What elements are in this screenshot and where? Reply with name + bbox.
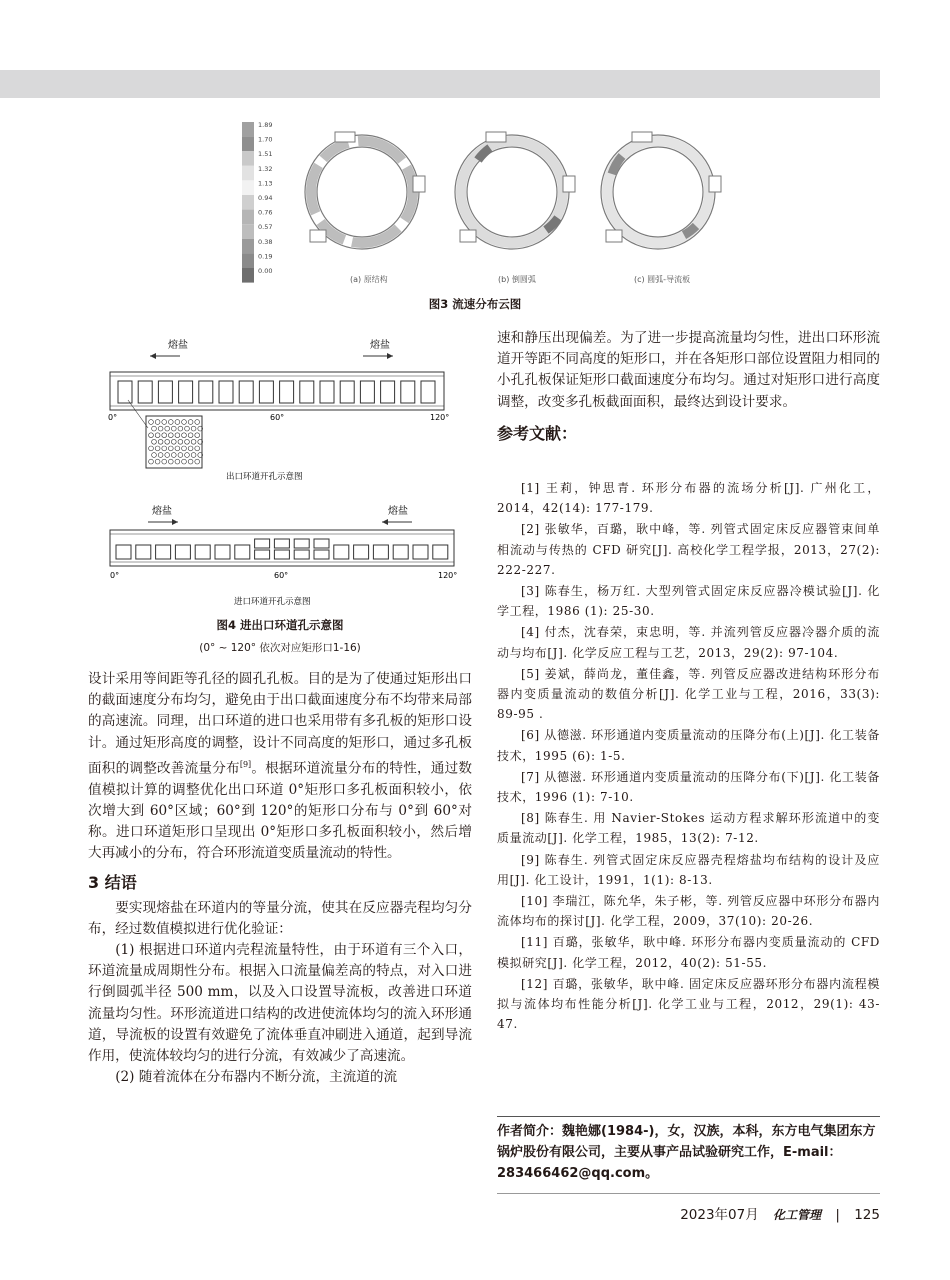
plate-hole — [182, 459, 187, 464]
plate-hole — [178, 439, 183, 444]
legend-value: 0.38 — [258, 237, 273, 246]
inlet-rect-lower — [314, 550, 329, 559]
reference-item: [6] 从德滋. 环形通道内变质量流动的压降分布(上)[J]. 化工装备技术，1995 (6): 1-5. — [497, 728, 880, 763]
inlet-title: 进口环道开孔示意图 — [234, 597, 311, 607]
inlet-rect — [156, 545, 171, 559]
plate-hole — [182, 420, 187, 425]
plate-hole — [149, 446, 154, 451]
plate-hole — [155, 420, 160, 425]
legend-value: 0.00 — [258, 267, 273, 275]
plate-hole — [185, 439, 190, 444]
reference-item: [7] 从德滋. 环形通道内变质量流动的压降分布(下)[J]. 化工装备技术，1996 (1): 7-10. — [497, 769, 880, 805]
page-footer — [666, 1203, 880, 1223]
inlet-angle-60: 60° — [274, 571, 289, 580]
inlet-rect — [215, 545, 230, 559]
legend-value: 1.89 — [258, 121, 273, 129]
figure3-legend — [242, 121, 272, 283]
outlet-rect — [381, 381, 395, 403]
outlet-rect — [259, 381, 273, 403]
legend-swatch — [242, 137, 254, 152]
legend-swatch — [242, 210, 254, 225]
figure4-diagram — [108, 334, 460, 629]
plate-hole — [182, 446, 187, 451]
ring-arc-guide-plate — [601, 132, 721, 249]
plate-hole — [171, 439, 176, 444]
legend-swatch — [242, 195, 254, 210]
legend-swatch — [242, 166, 254, 181]
plate-hole — [188, 459, 193, 464]
left-column — [88, 669, 472, 1088]
inlet-rect-lower — [294, 550, 309, 559]
plate-hole — [162, 459, 167, 464]
inlet-rect-lower — [274, 550, 289, 559]
reference-item: [3] 陈春生，杨万红. 大型列管式固定床反应器冷模试验[J]. 化学工程，1986 (1): 25-30. — [497, 584, 880, 619]
inlet-rect-upper — [314, 539, 329, 548]
plate-hole — [168, 459, 173, 464]
inlet-rect-lower — [255, 550, 270, 559]
outlet-rect — [320, 381, 334, 403]
inlet-salt-left: 熔盐 — [152, 506, 172, 517]
legend-value: 1.51 — [258, 150, 273, 159]
reference-item: [11] 百璐，张敏华，耿中峰. 环形分布器内变质量流动的 CFD 模拟研究[J]. 化学工程，2012，40(2): 51-55. — [497, 935, 880, 970]
left-paragraph-1: 设计采用等间距等孔径的圆孔孔板。目的是为了使通过矩形出口的截面速度分布均匀，避免由于出口截面速度分布不均带来局部的高速流。同理，出口环道的进口也采用带有多孔板的矩形口设计。通过矩形高度的调整，设计不同高度的矩形口，通过多孔板面积的调整改善流量分布 — [88, 671, 472, 777]
plate-hole — [188, 446, 193, 451]
plate-hole — [182, 433, 187, 438]
outlet-rect — [300, 381, 314, 403]
outlet-salt-right: 熔盐 — [370, 340, 390, 351]
plate-hole — [178, 426, 183, 431]
inlet-rect — [116, 545, 131, 559]
inlet-rect-upper — [274, 539, 289, 548]
plate-hole — [171, 426, 176, 431]
legend-value: 1.32 — [258, 164, 273, 173]
plate-hole — [185, 453, 190, 458]
legend-swatch — [242, 224, 254, 239]
inlet-angle-120: 120° — [438, 571, 458, 580]
plate-hole — [165, 453, 170, 458]
figure4-subcaption: (0° ~ 120° 依次对应矩形口1-16) — [199, 642, 361, 654]
header-band — [0, 70, 880, 98]
plate-hole — [188, 420, 193, 425]
outlet-salt-left: 熔盐 — [168, 340, 188, 351]
plate-hole — [195, 433, 200, 438]
legend-swatch — [242, 253, 254, 268]
outlet-rect-openings — [118, 381, 435, 403]
legend-swatch — [242, 239, 254, 254]
reference-item: [4] 付杰，沈春荣，束忠明，等. 并流列管反应器冷器介质的流动与均布[J]. 化学反应工程与工艺，2013，29(2): 97-104. — [497, 625, 880, 660]
reference-item: [2] 张敏华，百璐，耿中峰，等. 列管式固定床反应器管束间单相流动与传热的 CFD 研究[J]. 高校化学工程学报，2013，27(2): 222-227. — [497, 522, 880, 577]
plate-hole — [165, 439, 170, 444]
plate-hole — [149, 420, 154, 425]
reference-item: [9] 陈春生. 列管式固定床反应器壳程熔盐均布结构的设计及应用[J]. 化工设计，1991，1(1): 8-13. — [497, 852, 880, 887]
inlet-rect — [433, 545, 448, 559]
inlet-rect — [195, 545, 210, 559]
ring-rounded-arc — [455, 132, 575, 249]
inlet-angle-0: 0° — [110, 571, 120, 580]
panel-b-label: (b) 倒圆弧 — [498, 275, 536, 284]
legend-swatch — [242, 151, 254, 166]
outlet-rect — [360, 381, 374, 403]
left-paragraph-2: 要实现熔盐在环道内的等量分流，使其在反应器壳程均匀分布，经过数值模拟进行优化验证： — [88, 899, 472, 937]
reference-item: [5] 姜斌，薛尚龙，董佳鑫，等. 列管反应器改进结构环形分布器内变质量流动的数值分析[J]. 化学工业与工程，2016，33(3): 89-95 . — [497, 666, 880, 722]
plate-hole — [191, 439, 196, 444]
inlet-rect — [413, 545, 428, 559]
plate-hole — [168, 420, 173, 425]
left-paragraph-1-tail: 。根据环道流量分布的特性，通过数值模拟计算的调整优化出口环道 0°矩形口多孔板面积较小，依次增大到 60°区域；60°到 120°的矩形口分布与 0°到 60°对称。进口环道矩形口呈现出 0°矩形口多孔板面积较小，然后增大再减小的分布，符合环形流道变质量流动的特性。 — [88, 760, 473, 862]
plate-hole — [158, 439, 163, 444]
reference-item: [8] 陈春生. 用 Navier-Stokes 运动方程求解环形流道中的变质量流动[J]. 化学工程，1985，13(2): 7-12. — [497, 811, 880, 846]
plate-hole — [149, 459, 154, 464]
plate-hole — [195, 446, 200, 451]
plate-hole — [175, 433, 180, 438]
right-paragraph-1: 速和静压出现偏差。为了进一步提高流量均匀性，进出口环形流道开等距不同高度的矩形口，并在各矩形口部位设置阻力相同的小孔孔板保证矩形口截面速度分布均匀。通过对矩形口进行高度调整，改变多孔板截面面积，最终达到设计要求。 — [497, 330, 880, 410]
page-number: 125 — [854, 1207, 880, 1223]
inlet-rect — [175, 545, 190, 559]
right-column — [497, 328, 880, 448]
plate-hole — [155, 433, 160, 438]
reference-item: [10] 李瑞江，陈允华，朱子彬，等. 列管反应器中环形分布器内流体均布的探讨[J]. 化学工程，2009，37(10): 20-26. — [497, 894, 880, 929]
plate-hole — [191, 426, 196, 431]
plate-hole — [175, 420, 180, 425]
journal-logo: 化工管理 — [773, 1208, 822, 1222]
inlet-rect — [393, 545, 408, 559]
plate-hole — [175, 459, 180, 464]
footer-divider — [497, 1193, 880, 1194]
legend-value: 1.70 — [258, 135, 273, 144]
plate-hole — [149, 433, 154, 438]
outlet-rect — [158, 381, 172, 403]
ring-original — [305, 132, 425, 249]
reference-item: [1] 王莉，钟思青. 环形分布器的流场分析[J]. 广州化工，2014，42(14): 177-179. — [497, 481, 880, 516]
outlet-rect — [118, 381, 132, 403]
outlet-rect — [421, 381, 435, 403]
author-bio: 作者简介：魏艳娜(1984-)，女，汉族，本科，东方电气集团东方锅炉股份有限公司，主要从事产品试验研究工作，E-mail：283466462@qq.com。 — [497, 1124, 876, 1181]
references-heading: 参考文献： — [497, 423, 578, 443]
inlet-rect — [136, 545, 151, 559]
figure4-caption: 图4 进出口环道孔示意图 — [216, 618, 344, 632]
plate-hole — [175, 446, 180, 451]
left-paragraph-4: (2) 随着流体在分布器内不断分流，主流道的流 — [115, 1069, 398, 1086]
outlet-angle-0: 0° — [108, 413, 118, 422]
section-heading-conclusion: 3 结语 — [88, 873, 137, 893]
plate-hole — [185, 426, 190, 431]
plate-hole — [152, 426, 157, 431]
outlet-rect — [199, 381, 213, 403]
left-paragraph-3: (1) 根据进口环道内壳程流量特性，由于环道有三个入口，环道流量成周期性分布。根据入口流量偏差高的特点，对入口进行倒圆弧半径 500 mm，以及入口设置导流板，改善进口环道流量均匀性。环形流道进口结构的改进使流体均匀的流入环形通道，导流板的设置有效避免了流体垂直冲刷进入通道，起到导流作用，使流体较均匀的进行分流，有效减少了高速流。 — [88, 941, 472, 1064]
plate-hole — [158, 453, 163, 458]
legend-value: 1.13 — [258, 179, 273, 188]
outlet-rect — [280, 381, 294, 403]
panel-c-label: (c) 圆弧-导流板 — [634, 275, 691, 284]
reference-list — [497, 478, 880, 1035]
plate-hole — [168, 433, 173, 438]
inlet-rect-upper — [255, 539, 270, 548]
legend-value: 0.57 — [258, 223, 273, 232]
author-divider — [497, 1116, 880, 1117]
inlet-rect — [334, 545, 349, 559]
outlet-rect — [401, 381, 415, 403]
panel-a-label: (a) 原结构 — [350, 275, 388, 284]
reference-item: [12] 百璐，张敏华，耿中峰. 固定床反应器环形分布器内流程模拟与流体均布性能分析[J]. 化学工业与工程，2012，29(1): 43-47. — [497, 976, 880, 1032]
plate-hole — [168, 446, 173, 451]
outlet-rect — [138, 381, 152, 403]
plate-hole — [188, 433, 193, 438]
inlet-rect — [235, 545, 250, 559]
outlet-angle-120: 120° — [430, 413, 450, 422]
plate-hole — [195, 420, 200, 425]
plate-hole — [155, 446, 160, 451]
outlet-rect — [179, 381, 193, 403]
outlet-rect — [340, 381, 354, 403]
plate-hole — [171, 453, 176, 458]
legend-swatch — [242, 180, 254, 195]
inlet-salt-right: 熔盐 — [388, 506, 408, 517]
plate-hole — [195, 459, 200, 464]
inlet-rect-upper — [294, 539, 309, 548]
plate-hole — [152, 453, 157, 458]
footer-separator: | — [835, 1207, 840, 1223]
inlet-rect-openings — [116, 539, 448, 559]
legend-swatch — [242, 122, 254, 137]
plate-hole — [162, 446, 167, 451]
perforated-plate-detail — [149, 420, 203, 464]
outlet-rect — [239, 381, 253, 403]
figure3-velocity-contours — [240, 118, 760, 290]
plate-hole — [158, 426, 163, 431]
inlet-rect — [354, 545, 369, 559]
inlet-rect — [373, 545, 388, 559]
plate-hole — [165, 426, 170, 431]
figure3-caption: 图3 流速分布云图 — [428, 297, 522, 311]
citation-9: [9] — [239, 759, 252, 769]
plate-hole — [191, 453, 196, 458]
legend-swatch — [242, 268, 254, 283]
legend-value: 0.94 — [258, 194, 273, 202]
outlet-angle-60: 60° — [270, 413, 285, 422]
plate-hole — [178, 453, 183, 458]
plate-hole — [162, 433, 167, 438]
outlet-title: 出口环道开孔示意图 — [226, 472, 303, 482]
plate-hole — [162, 420, 167, 425]
plate-hole — [155, 459, 160, 464]
legend-value: 0.76 — [258, 208, 273, 217]
outlet-rect — [219, 381, 233, 403]
legend-value: 0.19 — [258, 252, 273, 261]
footer-date: 2023年07月 — [680, 1207, 759, 1223]
plate-hole — [152, 439, 157, 444]
